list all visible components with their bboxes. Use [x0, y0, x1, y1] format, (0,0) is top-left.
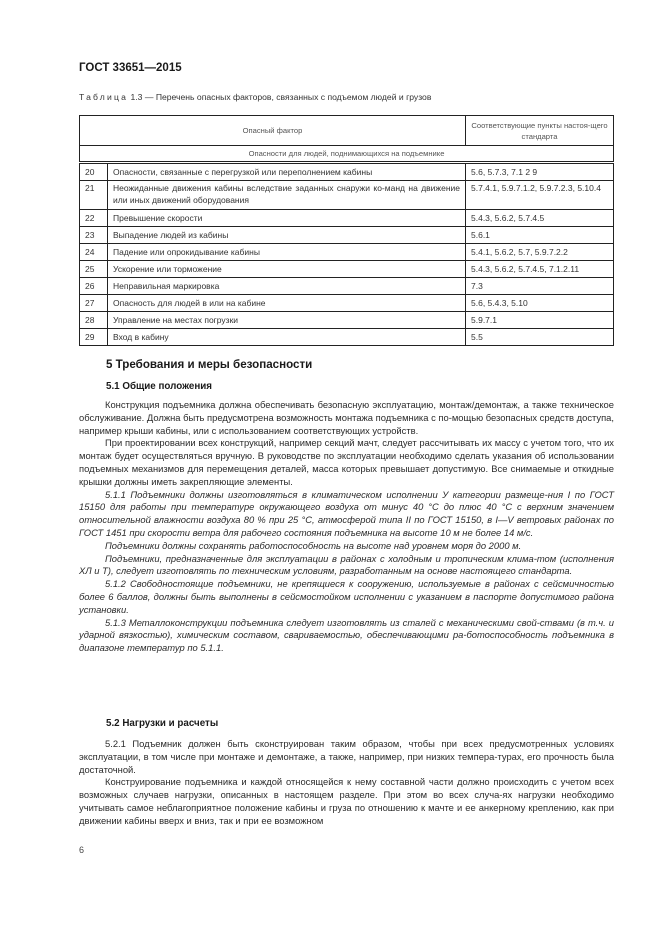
column-header-factor: Опасный фактор	[80, 116, 466, 146]
row-number: 27	[80, 295, 108, 312]
table-caption-label: Таблица	[79, 92, 129, 102]
row-factor: Ускорение или торможение	[108, 261, 466, 278]
table-row	[80, 244, 614, 261]
section-5-1-body	[79, 399, 614, 655]
paragraph: Конструкция подъемника должна обеспечивать безопасную эксплуатацию, монтаж/демонтаж, а также техническое обслуживание. Должна быть предусмотрена возможность монтажа подъемника с по-мощью безопасных средств доступа, например крыши кабины, или с использованием соответствующих устройств.	[79, 399, 614, 436]
row-refs: 7.3	[466, 278, 614, 295]
row-refs: 5.6, 5.4.3, 5.10	[466, 295, 614, 312]
row-refs: 5.4.3, 5.6.2, 5.7.4.5	[466, 210, 614, 227]
clause-5-1-1: 5.1.1 Подъемники должны изготовляться в климатическом исполнении У категории размеще-ния I по ГОСТ 15150 для работы при температуре окружающего воздуха от минус 40 °С до плюс 40 °С с верхним значением относительной влажности воздуха 80 % при 25 °С, атмосферой типа II по ГОСТ 15150, в I—V ветровых районах по ГОСТ 1451 при скорости ветра для рабочего состояния подъемника на высоте 10 м не более 14 м/с.	[79, 488, 614, 538]
row-number: 22	[80, 210, 108, 227]
row-refs: 5.9.7.1	[466, 312, 614, 329]
hazards-table	[79, 115, 614, 346]
row-factor: Падение или опрокидывание кабины	[108, 244, 466, 261]
row-factor: Неожиданные движения кабины вследствие заданных снаружи ко-манд на движение или иных движений оборудования	[108, 181, 466, 210]
row-factor: Превышение скорости	[108, 210, 466, 227]
paragraph: При проектировании всех конструкций, например секций мачт, следует рассчитывать их массу с учетом того, что их монтаж будет осуществляться вручную. В руководстве по эксплуатации необходимо сделать указания об использовании подъемных механизмов для перемещения деталей, масса которых превышает допустимую. Все снимаемые и откидные крышки должны иметь закрепляющие элементы.	[79, 437, 614, 487]
section-title: 5 Требования и меры безопасности	[106, 358, 313, 371]
table-row	[80, 210, 614, 227]
table-header-row	[80, 116, 614, 146]
row-refs: 5.5	[466, 329, 614, 346]
row-factor: Вход в кабину	[108, 329, 466, 346]
table-caption-text: — Перечень опасных факторов, связанных с подъемом людей и грузов	[144, 92, 432, 102]
row-refs: 5.7.4.1, 5.9.7.1.2, 5.9.7.2.3, 5.10.4	[466, 181, 614, 210]
clause-5-1-3: 5.1.3 Металлоконструкции подъемника следует изготовлять из сталей с механическими свой-ствами (в т.ч. и ударной вязкостью), химическим составом, свариваемостью, обеспечивающими ра-ботоспособность подъемника в диапазоне температур по 5.1.1.	[79, 616, 614, 654]
table-row	[80, 312, 614, 329]
table-row	[80, 163, 614, 181]
row-number: 20	[80, 163, 108, 181]
row-factor: Выпадение людей из кабины	[108, 227, 466, 244]
row-number: 25	[80, 261, 108, 278]
row-number: 23	[80, 227, 108, 244]
row-number: 21	[80, 181, 108, 210]
subsection-title: 5.1 Общие положения	[106, 381, 213, 392]
row-factor: Опасности, связанные с перегрузкой или переполнением кабины	[108, 163, 466, 181]
table-row	[80, 278, 614, 295]
table-row	[80, 261, 614, 278]
table-group-row	[80, 146, 614, 163]
table-row	[80, 295, 614, 312]
row-factor: Управление на местах погрузки	[108, 312, 466, 329]
document-header: ГОСТ 33651—2015	[79, 62, 182, 74]
row-refs: 5.6.1	[466, 227, 614, 244]
table-caption-number: 1.3	[130, 92, 143, 102]
clause-5-2-1: 5.2.1 Подъемник должен быть сконструирован таким образом, чтобы при всех предусмотренных условиях эксплуатации, в том числе при монтаже и демонтаже, а также, например, при низких темпера-турах, его прочность была достаточной.	[79, 738, 614, 775]
row-number: 24	[80, 244, 108, 261]
paragraph: Подъемники должны сохранять работоспособность на высоте над уровнем моря до 2000 м.	[105, 539, 522, 551]
row-refs: 5.6, 5.7.3, 7.1 2 9	[466, 163, 614, 181]
row-factor: Неправильная маркировка	[108, 278, 466, 295]
row-refs: 5.4.3, 5.6.2, 5.7.4.5, 7.1.2.11	[466, 261, 614, 278]
row-number: 26	[80, 278, 108, 295]
table-caption	[79, 92, 431, 102]
subsection-title: 5.2 Нагрузки и расчеты	[106, 718, 219, 729]
row-number: 29	[80, 329, 108, 346]
row-number: 28	[80, 312, 108, 329]
page-number: 6	[79, 845, 85, 855]
table-row	[80, 227, 614, 244]
table-row	[80, 329, 614, 346]
section-5-2-body	[79, 738, 614, 828]
column-header-refs: Соответствующие пункты настоя-щего стандарта	[466, 116, 614, 146]
row-factor: Опасность для людей в или на кабине	[108, 295, 466, 312]
clause-5-1-2: 5.1.2 Свободностоящие подъемники, не крепящиеся к сооружению, используемые в районах с сейсмичностью более 6 баллов, должны быть выполнены в сейсмостойком исполнении с указанием в паспорте допустимого района установки.	[79, 578, 614, 615]
row-refs: 5.4.1, 5.6.2, 5.7, 5.9.7.2.2	[466, 244, 614, 261]
paragraph: Подъемники, предназначенные для эксплуатации в районах с холодным и тропическим клима-том (исполнения ХЛ и Т), следует изготовлять по техническим условиям, разработанным на основе настоящего стандарта.	[79, 552, 614, 577]
table-row	[80, 181, 614, 210]
group-label: Опасности для людей, поднимающихся на подъемнике	[80, 146, 614, 163]
paragraph: Конструирование подъемника и каждой относящейся к нему составной части должно происходить с учетом всех возможных случаев нагрузки, описанных в настоящем разделе. При этом во всех случа-ях нагрузки необходимо учитывать самое неблагоприятное положение кабины и груза по отношению к мачте и ее анкерному креплению, как при движении кабины вверх и вниз, так и при ее возможном	[79, 776, 614, 826]
